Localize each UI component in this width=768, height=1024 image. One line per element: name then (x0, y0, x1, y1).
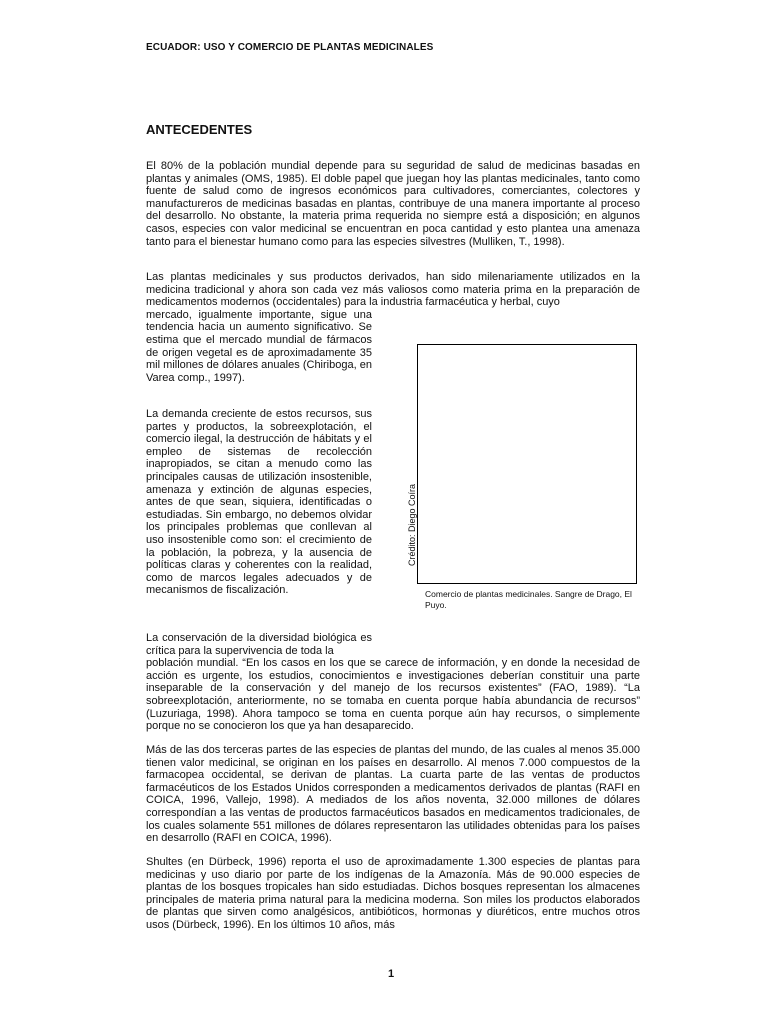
paragraph-4-full-width: población mundial. “En los casos en los que se carece de información, y en donde la necesidad de acción es urgente, los estudios, conocimientos e investigaciones deberían constituir una parte inseparable de la conservación y del manejo de los recursos existentes” (FAO, 1989). “La sobreexplotación, anteriormente, no se tomaba en cuenta porque había abundancia de recursos” (Luzuriaga, 1998). Ahora tampoco se toma en cuenta porque aún hay recursos, o simplemente porque no se conocieron los que ya han desaparecido. (146, 657, 640, 733)
paragraph-1: El 80% de la población mundial depende para su seguridad de salud de medicinas basadas en plantas y animales (OMS, 1985). El doble papel que juegan hoy las plantas medicinales, tanto como fuente de salud como de ingresos económicos para cultivadores, comerciantes, colectores y manufactureros de medicinas basadas en plantas, contribuye de una manera importante al proceso del desarrollo. No obstante, la materia prima requerida no siempre está a disposición; en algunos casos, especies con valor medicinal se encuentran en poca cantidad y esto plantea una amenaza tanto para el bienestar humano como para las especies silvestres (Mulliken, T., 1998). (146, 160, 640, 248)
section-title: ANTECEDENTES (146, 122, 253, 137)
photo-credit: Crédito: Diego Coíra (407, 483, 417, 567)
paragraph-5: Más de las dos terceras partes de las especies de plantas del mundo, de las cuales al menos 35.000 tienen valor medicinal, se originan en los países en desarrollo. Al menos 7.000 compuestos de la farmacopea occidental, se derivan de plantas. La cuarta parte de las ventas de productos farmacéuticos de los Estados Unidos corresponden a medicamentos derivados de plantas (RAFI en COICA, 1996, Vallejo, 1998). A mediados de los años noventa, 32.000 millones de dólares correspondían a las ventas de productos farmacéuticos basados en medicamentos tradicionales, de los cuales solamente 551 millones de dólares representaron las utilidades obtenidas para los países en desarrollo (RAFI en COICA, 1996). (146, 744, 640, 845)
paragraph-4-narrow: La conservación de la diversidad biológica es crítica para la supervivencia de toda la (146, 632, 372, 657)
paragraph-6: Shultes (en Dürbeck, 1996) reporta el uso de aproximadamente 1.300 especies de plantas para medicinas y uso diario por parte de los indígenas de la Amazonía. Más de 90.000 especies de plantas de los bosques tropicales han sido estudiadas. Dichos bosques representan los almacenes principales de materia prima natural para la medicina moderna. Son miles los productos elaborados de plantas que sirven como analgésicos, antibióticos, hormonas y diuréticos, entre muchos otros usos (Dürbeck, 1996). En los últimos 10 años, más (146, 856, 640, 931)
running-header: ECUADOR: USO Y COMERCIO DE PLANTAS MEDICINALES (146, 42, 434, 53)
paragraph-3: La demanda creciente de estos recursos, sus partes y productos, la sobreexplotación, el comercio ilegal, la destrucción de hábitats y el empleo de sistemas de recolección inapropiados, se citan a menudo como las principales causas de utilización insostenible, amenaza y extinción de algunas especies, antes de que sean, siquiera, identificadas o estudiadas. Sin embargo, no debemos olvidar los principales problemas que conllevan al uso insostenible como son: el crecimiento de la población, la pobreza, y la ausencia de políticas claras y coherentes con la realidad, como de marcos legales adecuados y de mecanismos de fiscalización. (146, 408, 372, 597)
figure-caption: Comercio de plantas medicinales. Sangre de Drago, El Puyo. (425, 589, 632, 610)
page-number: 1 (388, 968, 395, 980)
figure-photo-placeholder (417, 344, 637, 584)
paragraph-4 (146, 632, 640, 733)
paragraph-2-narrow: mercado, igualmente importante, sigue una tendencia hacia un aumento significativo. Se estima que el mercado mundial de fármacos de origen vegetal es de aproximadamente 35 mil millones de dólares anuales (Chiriboga, en Varea comp., 1997). (146, 308, 372, 384)
paragraph-2-full-width: Las plantas medicinales y sus productos derivados, han sido milenariamente utilizados en la medicina tradicional y ahora son cada vez más valiosos como materia prima en la preparación de medicamentos modernos (occidentales) para la industria farmacéutica y herbal, cuyo (146, 271, 640, 309)
